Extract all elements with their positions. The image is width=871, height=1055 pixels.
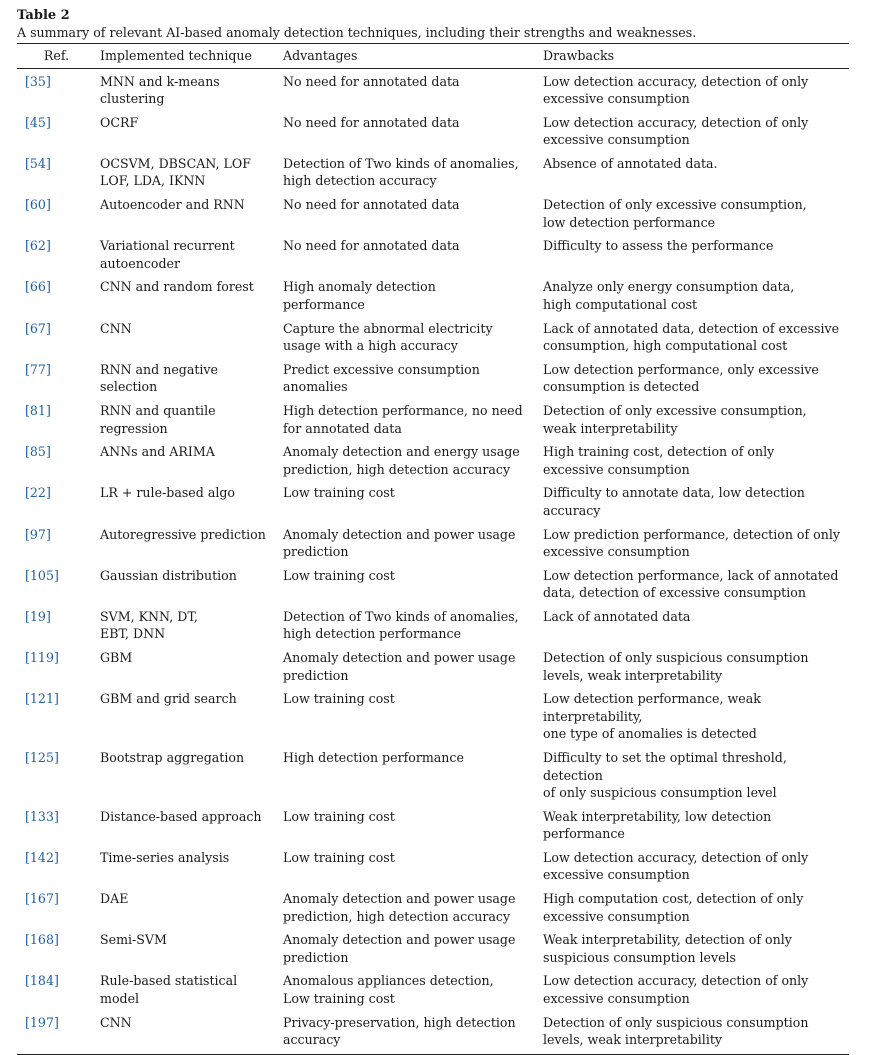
table-row: [17, 234, 849, 275]
table-row: [17, 68, 849, 111]
summary-table: [17, 43, 849, 1055]
table-label: Table 2: [17, 8, 70, 23]
drawbacks-cell: Absence of annotated data.: [543, 155, 718, 171]
technique-cell: MNN and k-means clustering: [100, 73, 220, 106]
ref-link[interactable]: [184]: [25, 973, 59, 989]
advantages-cell: High detection performance, no need for annotated data: [283, 403, 523, 436]
ref-link[interactable]: [81]: [25, 403, 51, 418]
table-row: [17, 358, 849, 399]
table-row: [17, 605, 849, 646]
drawbacks-cell: High training cost, detection of only excessive consumption: [543, 444, 775, 477]
table-row: [17, 440, 849, 481]
advantages-cell: No need for annotated data: [283, 238, 460, 254]
technique-cell: SVM, KNN, DT, EBT, DNN: [100, 608, 198, 642]
table-row: [17, 928, 849, 969]
drawbacks-cell: Detection of only suspicious consumption levels, weak interpretability: [543, 650, 809, 683]
drawbacks-cell: Detection of only excessive consumption, weak interpretability: [543, 403, 807, 436]
table-row: [17, 805, 849, 846]
advantages-cell: Low training cost: [283, 808, 395, 824]
ref-link[interactable]: [19]: [25, 608, 51, 624]
drawbacks-cell: Lack of annotated data, detection of excessive consumption, high computational cost: [543, 320, 840, 354]
technique-cell: CNN and random forest: [100, 279, 254, 295]
table-row: [17, 399, 849, 440]
advantages-cell: Anomaly detection and power usage prediction, high detection accuracy: [283, 891, 516, 924]
table-row: [17, 887, 849, 928]
table-row: [17, 846, 849, 887]
technique-cell: Autoregressive prediction: [100, 526, 266, 542]
ref-link[interactable]: [45]: [25, 114, 51, 130]
ref-link[interactable]: [168]: [25, 932, 59, 948]
advantages-cell: Anomaly detection and power usage prediction: [283, 650, 516, 683]
advantages-cell: High detection performance: [283, 750, 464, 765]
drawbacks-cell: Analyze only energy consumption data, high computational cost: [543, 279, 795, 312]
drawbacks-cell: Low detection performance, weak interpretability, one type of anomalies is detected: [543, 691, 761, 742]
ref-link[interactable]: [167]: [25, 891, 59, 907]
drawbacks-cell: Weak interpretability, low detection performance: [543, 808, 772, 842]
technique-cell: RNN and quantile regression: [100, 403, 216, 436]
ref-link[interactable]: [125]: [25, 750, 59, 765]
advantages-cell: Detection of Two kinds of anomalies, high detection performance: [283, 608, 519, 642]
technique-cell: Distance-based approach: [100, 808, 262, 824]
table-row: [17, 746, 849, 805]
table-body: [17, 68, 849, 1054]
table-row: [17, 646, 849, 687]
ref-link[interactable]: [22]: [25, 485, 51, 501]
drawbacks-cell: Low detection accuracy, detection of only excessive consumption: [543, 73, 809, 106]
header-technique: Implemented technique: [100, 44, 283, 69]
technique-cell: Rule-based statistical model: [100, 973, 238, 1006]
drawbacks-cell: Weak interpretability, detection of only suspicious consumption levels: [543, 932, 792, 965]
ref-link[interactable]: [142]: [25, 849, 59, 865]
table-row: [17, 564, 849, 605]
technique-cell: LR + rule-based algo: [100, 485, 236, 501]
ref-link[interactable]: [35]: [25, 73, 51, 89]
drawbacks-cell: Low detection accuracy, detection of only excessive consumption: [543, 114, 809, 148]
advantages-cell: Low training cost: [283, 691, 395, 707]
advantages-cell: Low training cost: [283, 567, 395, 583]
drawbacks-cell: Low detection performance, lack of annotated data, detection of excessive consumption: [543, 567, 839, 601]
ref-link[interactable]: [54]: [25, 155, 51, 171]
ref-link[interactable]: [105]: [25, 567, 59, 583]
technique-cell: GBM: [100, 650, 133, 666]
advantages-cell: No need for annotated data: [283, 73, 460, 89]
advantages-cell: High anomaly detection performance: [283, 279, 436, 312]
advantages-cell: Anomaly detection and energy usage prediction, high detection accuracy: [283, 444, 520, 477]
technique-cell: CNN: [100, 1011, 283, 1055]
advantages-cell: No need for annotated data: [283, 114, 460, 130]
technique-cell: GBM and grid search: [100, 691, 237, 707]
header-row: [17, 44, 849, 69]
table-row: [17, 1011, 849, 1055]
drawbacks-cell: Difficulty to annotate data, low detection accuracy: [543, 485, 805, 518]
advantages-cell: Predict excessive consumption anomalies: [283, 361, 480, 395]
advantages-cell: Low training cost: [283, 485, 395, 501]
technique-cell: Bootstrap aggregation: [100, 750, 245, 765]
drawbacks-cell: Difficulty to set the optimal threshold, detection of only suspicious consumption level: [543, 750, 787, 800]
technique-cell: CNN: [100, 320, 132, 336]
drawbacks-cell: Low detection accuracy, detection of only excessive consumption: [543, 849, 809, 883]
technique-cell: OCSVM, DBSCAN, LOF LOF, LDA, IKNN: [100, 155, 251, 189]
advantages-cell: Anomalous appliances detection, Low training cost: [283, 973, 494, 1006]
ref-link[interactable]: [66]: [25, 279, 51, 295]
technique-cell: OCRF: [100, 114, 139, 130]
table-row: [17, 523, 849, 564]
technique-cell: ANNs and ARIMA: [100, 444, 215, 460]
technique-cell: Time-series analysis: [100, 849, 230, 865]
technique-cell: Gaussian distribution: [100, 567, 237, 583]
advantages-cell: Anomaly detection and power usage prediction: [283, 932, 516, 965]
advantages-cell: Anomaly detection and power usage prediction: [283, 526, 516, 560]
table-row: [17, 969, 849, 1010]
table-row: [17, 687, 849, 746]
drawbacks-cell: Lack of annotated data: [543, 608, 691, 624]
header-drawbacks: Drawbacks: [543, 44, 849, 69]
table-row: [17, 111, 849, 152]
header-advantages: Advantages: [283, 44, 543, 69]
advantages-cell: Detection of Two kinds of anomalies, high detection accuracy: [283, 155, 519, 189]
ref-link[interactable]: [62]: [25, 238, 51, 254]
table-caption: A summary of relevant AI-based anomaly detection techniques, including their strengths and weaknesses.: [17, 25, 697, 40]
technique-cell: RNN and negative selection: [100, 361, 218, 395]
drawbacks-cell: Difficulty to assess the performance: [543, 238, 774, 254]
table-row: [17, 481, 849, 522]
table-row: [17, 152, 849, 193]
header-ref: Ref.: [17, 44, 100, 69]
ref-link[interactable]: [77]: [25, 361, 51, 377]
technique-cell: Autoencoder and RNN: [100, 197, 245, 213]
drawbacks-cell: High computation cost, detection of only excessive consumption: [543, 891, 804, 924]
table-row: [17, 193, 849, 234]
drawbacks-cell: Low prediction performance, detection of only excessive consumption: [543, 526, 841, 560]
drawbacks-cell: Low detection accuracy, detection of only excessive consumption: [543, 973, 809, 1006]
ref-link[interactable]: [67]: [25, 320, 51, 336]
advantages-cell: Capture the abnormal electricity usage with a high accuracy: [283, 320, 493, 354]
ref-link[interactable]: [133]: [25, 808, 59, 824]
technique-cell: DAE: [100, 891, 129, 907]
advantages-cell: No need for annotated data: [283, 197, 460, 213]
ref-link[interactable]: [121]: [25, 691, 59, 707]
table-container: [17, 7, 849, 1055]
advantages-cell: Privacy-preservation, high detection accuracy: [283, 1011, 543, 1055]
drawbacks-cell: Low detection performance, only excessive consumption is detected: [543, 361, 819, 395]
ref-link[interactable]: [119]: [25, 650, 59, 666]
technique-cell: Semi-SVM: [100, 932, 167, 948]
table-row: [17, 275, 849, 316]
table-row: [17, 317, 849, 358]
ref-link[interactable]: [85]: [25, 444, 51, 460]
ref-link[interactable]: [60]: [25, 197, 51, 213]
drawbacks-cell: Detection of only suspicious consumption levels, weak interpretability: [543, 1011, 849, 1055]
ref-link[interactable]: [197]: [17, 1011, 100, 1055]
ref-link[interactable]: [97]: [25, 526, 51, 542]
technique-cell: Variational recurrent autoencoder: [100, 238, 235, 271]
advantages-cell: Low training cost: [283, 849, 395, 865]
drawbacks-cell: Detection of only excessive consumption, low detection performance: [543, 197, 807, 230]
